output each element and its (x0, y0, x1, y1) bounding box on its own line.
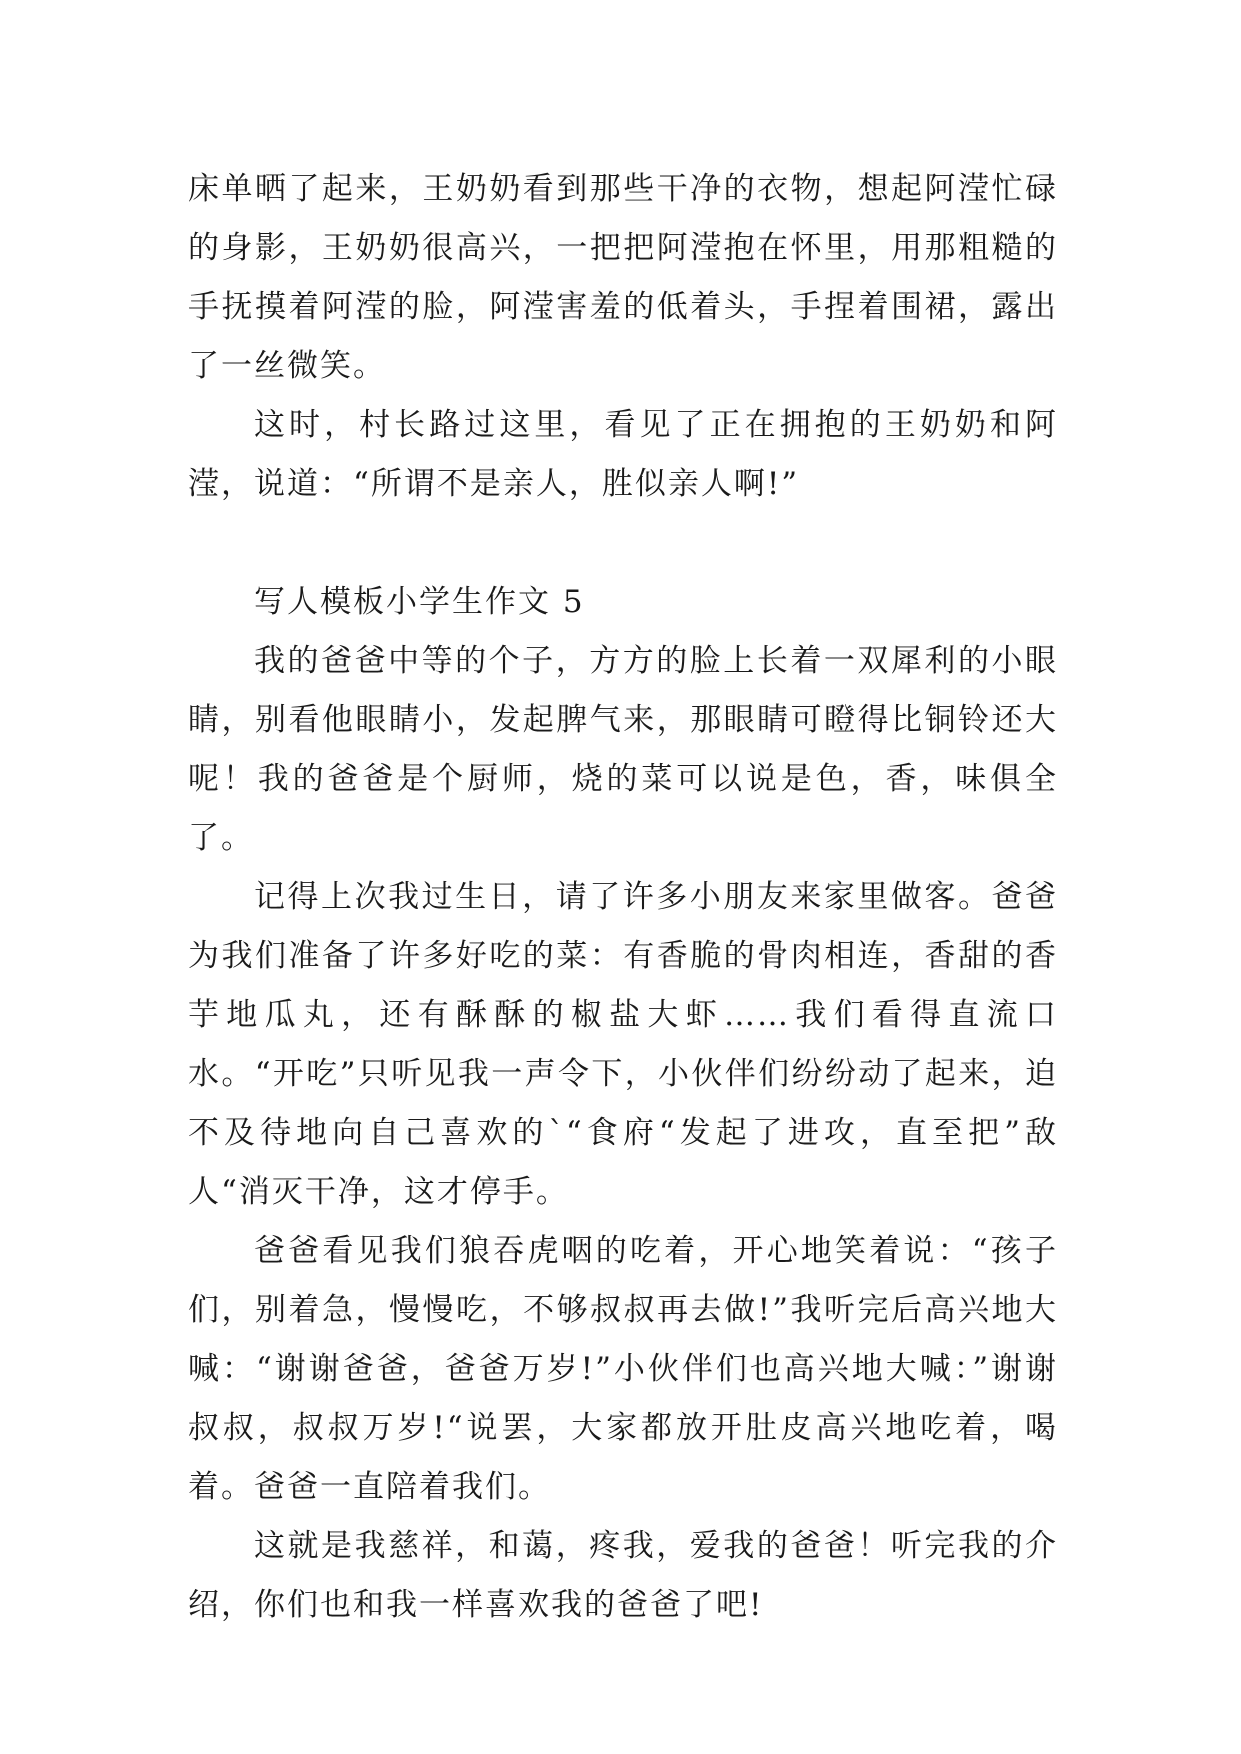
paragraph-village-chief: 这时，村长路过这里，看见了正在拥抱的王奶奶和阿滢，说道：“所谓不是亲人，胜似亲人啊!” (188, 407, 1058, 502)
paragraph-continued: 床单晒了起来，王奶奶看到那些干净的衣物，想起阿滢忙碌的身影，王奶奶很高兴，一把把阿滢抱在怀里，用那粗糙的手抚摸着阿滢的脸，阿滢害羞的低着头，手捏着围裙，露出了一丝微笑。 (188, 171, 1058, 384)
section-spacer (188, 514, 1058, 573)
paragraph-dinner: 爸爸看见我们狼吞虎咽的吃着，开心地笑着说：“孩子们，别着急，慢慢吃，不够叔叔再去做!”我听完后高兴地大喊：“谢谢爸爸，爸爸万岁!”小伙伴们也高兴地大喊：”谢谢叔叔，叔叔万岁!“说罢，大家都放开肚皮高兴地吃着，喝着。爸爸一直陪着我们。 (188, 1233, 1058, 1505)
paragraph-conclusion: 这就是我慈祥，和蔼，疼我，爱我的爸爸！听完我的介绍，你们也和我一样喜欢我的爸爸了吧! (188, 1528, 1058, 1623)
section-title: 写人模板小学生作文 5 (254, 584, 585, 620)
paragraph-father-intro: 我的爸爸中等的个子，方方的脸上长着一双犀利的小眼睛，别看他眼睛小，发起脾气来，那眼睛可瞪得比铜铃还大呢！我的爸爸是个厨师，烧的菜可以说是色，香，味俱全了。 (188, 643, 1058, 856)
paragraph-birthday: 记得上次我过生日，请了许多小朋友来家里做客。爸爸为我们准备了许多好吃的菜：有香脆的骨肉相连，香甜的香芋地瓜丸，还有酥酥的椒盐大虾……我们看得直流口水。“开吃”只听见我一声令下，小伙伴们纷纷动了起来，迫不及待地向自己喜欢的`“食府“发起了进攻，直至把”敌人“消灭干净，这才停手。 (188, 879, 1058, 1210)
document-body (188, 160, 1058, 1635)
